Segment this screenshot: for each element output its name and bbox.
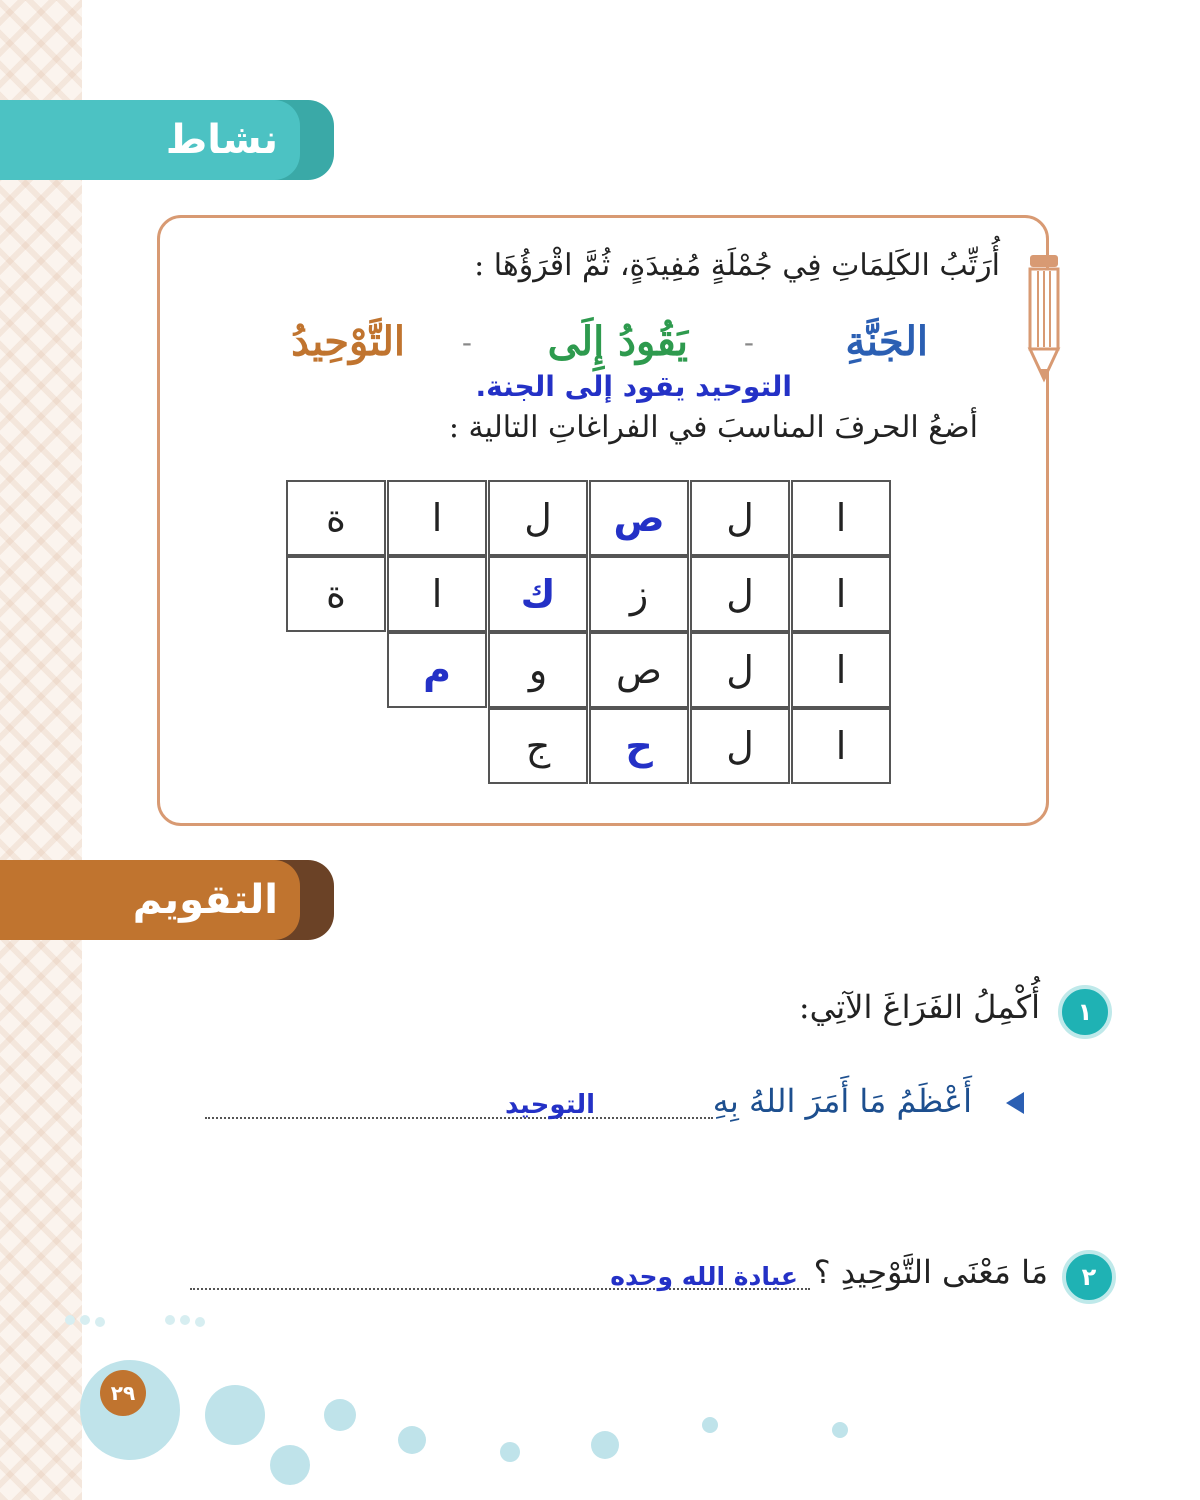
grid-cell-r3-c5: م [387, 632, 487, 708]
grid-cell-r1-c2: ل [690, 480, 790, 556]
question-2-text: مَا مَعْنَى التَّوْحِيدِ ؟ [813, 1253, 1048, 1291]
grid-cell-r2-c6: ة [286, 556, 386, 632]
evaluation-section-header [0, 860, 334, 940]
grid-cell-r1-c4: ل [488, 480, 588, 556]
word-jannah: الجَنَّةِ [845, 318, 928, 365]
question-1-badge: ١ [1058, 985, 1112, 1039]
answer-sentence: التوحيد يقود إلى الجنة. [475, 370, 792, 403]
instruction-arrange: أُرَتِّبُ الكَلِمَاتِ فِي جُمْلَةٍ مُفِيدَةٍ، ثُمَّ اقْرَؤُهَا : [474, 248, 1000, 283]
grid-cell-r1-c1: ا [791, 480, 891, 556]
separator-2: - [461, 326, 472, 359]
footer-decoration [40, 1300, 880, 1500]
word-yaqudu-ila: يَقُودُ إِلَى [547, 318, 688, 365]
activity-section-header [0, 100, 334, 180]
activity-header-label: نشاط [165, 117, 278, 163]
separator-1: - [743, 326, 754, 359]
grid-cell-r4-c4: ج [488, 708, 588, 784]
question-2-badge: ٢ [1062, 1250, 1116, 1304]
grid-cell-r2-c1: ا [791, 556, 891, 632]
grid-cell-r3-c2: ل [690, 632, 790, 708]
grid-cell-r2-c3: ز [589, 556, 689, 632]
grid-cell-r1-c5: ا [387, 480, 487, 556]
arrow-left-icon [1006, 1092, 1024, 1114]
grid-cell-r1-c6: ة [286, 480, 386, 556]
question-2-answer: عبادة الله وحده [610, 1262, 798, 1291]
page-number: ٢٩ [100, 1370, 146, 1416]
decorative-border [0, 0, 82, 1500]
evaluation-header-label: التقويم [132, 877, 278, 923]
pencil-icon [1027, 255, 1061, 385]
grid-cell-r3-c3: ص [589, 632, 689, 708]
word-tawhid: التَّوْحِيدُ [291, 318, 405, 365]
question-1-prompt: أَعْظَمُ مَا أَمَرَ اللهُ بِهِ [712, 1082, 972, 1120]
grid-cell-r4-c3: ح [589, 708, 689, 784]
question-1-text: أُكْمِلُ الفَرَاغَ الآتِي: [798, 988, 1040, 1026]
answer-line-1 [205, 1117, 713, 1119]
grid-cell-r4-c1: ا [791, 708, 891, 784]
grid-cell-r2-c2: ل [690, 556, 790, 632]
grid-cell-r2-c5: ا [387, 556, 487, 632]
instruction-fill-letters: أضعُ الحرفَ المناسبَ في الفراغاتِ التالية : [448, 410, 978, 445]
grid-cell-r4-c2: ل [690, 708, 790, 784]
grid-cell-r3-c4: و [488, 632, 588, 708]
grid-cell-r3-c1: ا [791, 632, 891, 708]
grid-cell-r1-c3: ص [589, 480, 689, 556]
question-1-answer: التوحيد [505, 1090, 595, 1120]
grid-cell-r2-c4: ك [488, 556, 588, 632]
